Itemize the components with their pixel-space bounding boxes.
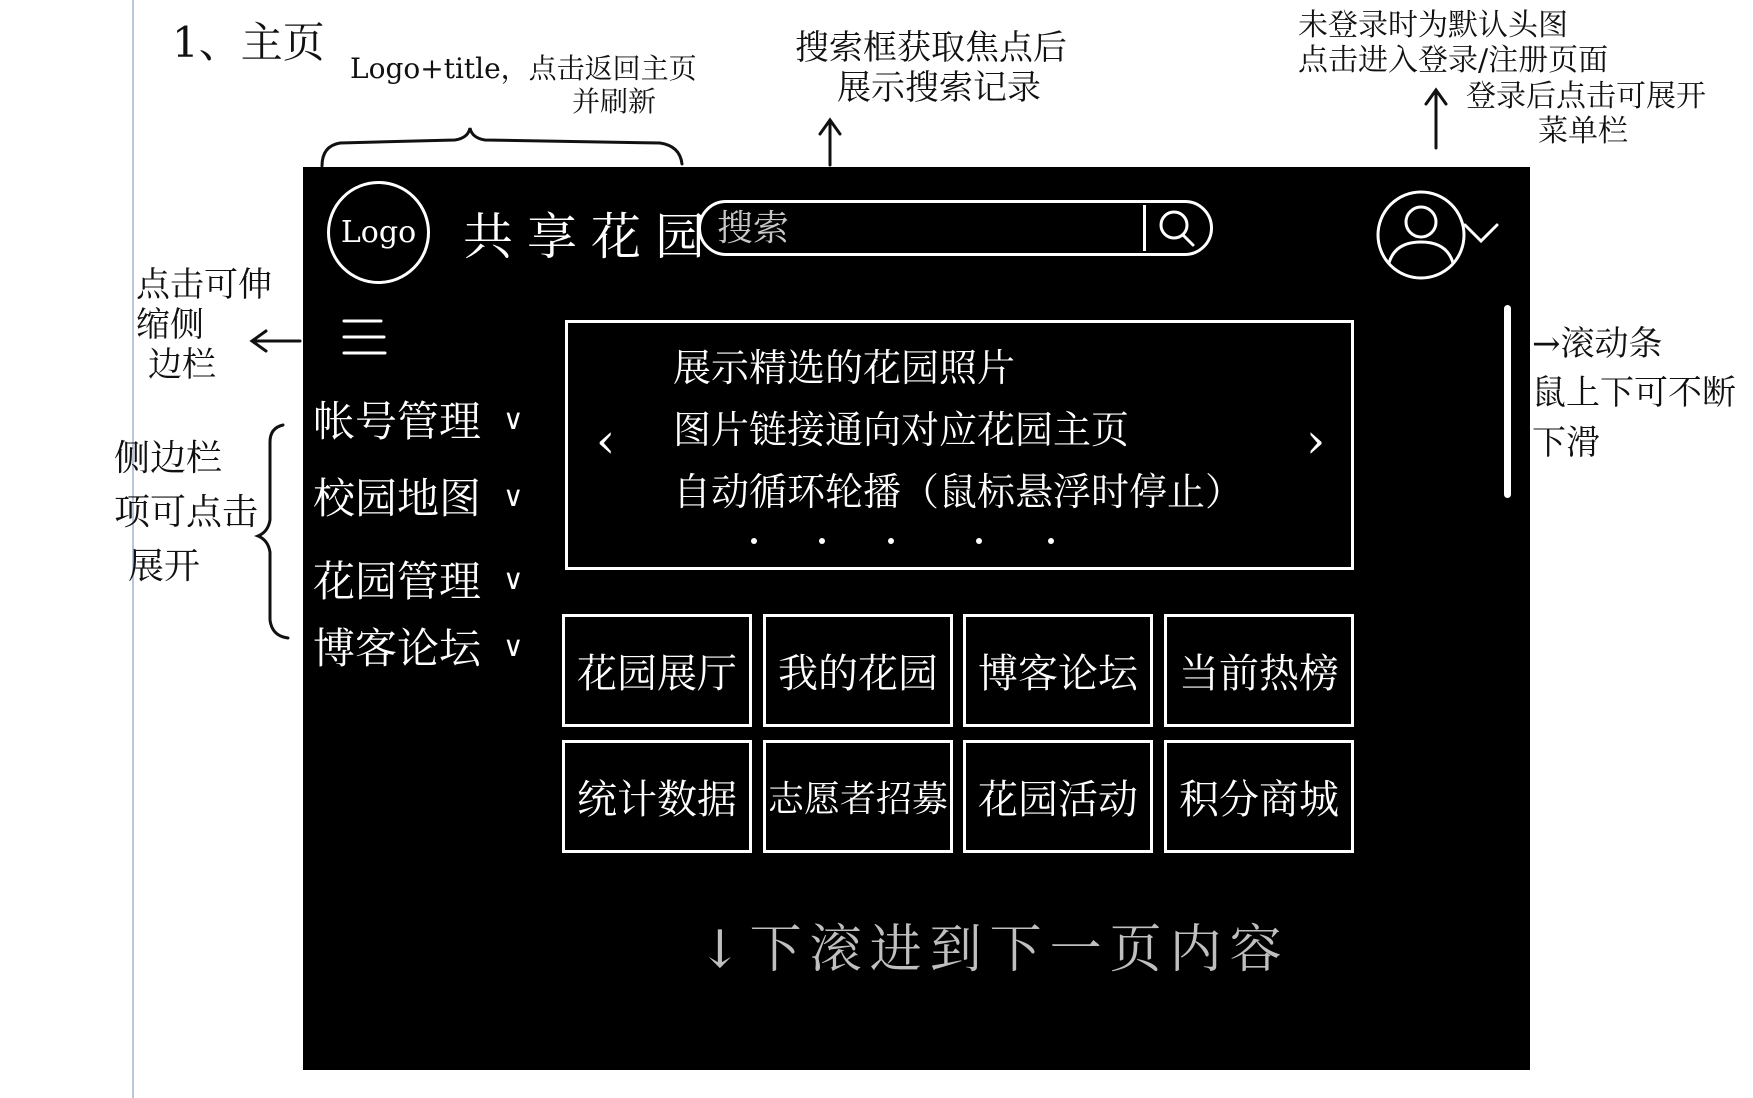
logo[interactable] xyxy=(327,181,430,284)
search-divider xyxy=(1143,205,1146,251)
chevron-down-icon[interactable] xyxy=(1455,205,1507,257)
hamburger-annotation-line1: 点击可伸 xyxy=(136,265,272,305)
sidebar-item-label: 帐号管理 xyxy=(313,397,482,446)
logo-title-annotation-line2: 并刷新 xyxy=(572,85,657,119)
sidebar-item-account[interactable] xyxy=(313,390,538,448)
sidebar-item-blog-forum[interactable] xyxy=(313,617,538,675)
logo-title-annotation xyxy=(350,52,697,118)
logo-title-annotation-line1: Logo+title，点击返回主页 xyxy=(350,52,697,85)
hamburger-annotation xyxy=(136,265,272,385)
avatar-annotation xyxy=(1298,8,1706,150)
carousel-prev-button[interactable]: ‹ xyxy=(596,413,616,469)
search-icon xyxy=(1149,205,1207,251)
logo-title-brace xyxy=(322,128,682,166)
carousel-caption-line: 图片链接通向对应花园主页 xyxy=(673,408,1130,452)
search-annotation-line1: 搜索框获取焦点后 xyxy=(795,28,1067,68)
chevron-down-icon: ∨ xyxy=(503,562,524,596)
search-button[interactable] xyxy=(1149,205,1207,251)
tile-trending[interactable]: 当前热榜 xyxy=(1164,614,1354,727)
tile-my-garden[interactable]: 我的花园 xyxy=(763,614,953,727)
sidebar-annotation-line3: 展开 xyxy=(128,546,201,587)
sidebar-annotation-line2: 项可点击 xyxy=(114,492,259,533)
hamburger-menu-icon[interactable] xyxy=(341,315,387,359)
carousel-caption-line: 展示精选的花园照片 xyxy=(673,346,1016,390)
scrollbar[interactable] xyxy=(1504,305,1511,498)
tile-garden-gallery[interactable]: 花园展厅 xyxy=(562,614,752,727)
site-title[interactable]: 共享花园 xyxy=(463,208,719,266)
avatar-annotation-line1: 未登录时为默认头图 xyxy=(1298,8,1568,43)
search-annotation-arrow xyxy=(820,120,840,165)
scrollbar-annotation xyxy=(1532,320,1736,468)
logo-label: Logo xyxy=(340,215,417,250)
sidebar-item-label: 博客论坛 xyxy=(313,624,482,673)
tile-garden-activities[interactable]: 花园活动 xyxy=(963,740,1153,853)
tile-statistics[interactable]: 统计数据 xyxy=(562,740,752,853)
scrollbar-annotation-line1: →滚动条 xyxy=(1532,324,1663,364)
sidebar-annotation xyxy=(114,432,258,594)
sidebar-annotation-brace xyxy=(258,425,288,638)
tile-points-mall[interactable]: 积分商城 xyxy=(1164,740,1354,853)
scrollbar-annotation-line3: 下滑 xyxy=(1532,422,1600,463)
carousel-next-button[interactable]: › xyxy=(1306,413,1326,469)
avatar-annotation-line4: 菜单栏 xyxy=(1538,114,1628,150)
search-bar xyxy=(698,200,1213,256)
avatar-annotation-line2: 点击进入登录/注册页面 xyxy=(1298,43,1609,79)
sidebar-item-label: 花园管理 xyxy=(313,557,482,606)
carousel-dot[interactable] xyxy=(976,538,982,544)
search-input[interactable] xyxy=(715,207,1135,249)
chevron-down-icon: ∨ xyxy=(503,479,524,513)
tile-blog-forum[interactable]: 博客论坛 xyxy=(963,614,1153,727)
scroll-down-hint: ↓下滚进到下一页内容 xyxy=(698,920,1290,980)
sidebar-item-label: 校园地图 xyxy=(313,474,482,523)
sidebar-item-garden-management[interactable] xyxy=(313,550,538,608)
page-heading: 1、主页 xyxy=(172,18,325,67)
carousel-dot[interactable] xyxy=(1048,538,1054,544)
carousel-dot[interactable] xyxy=(819,538,825,544)
search-annotation-line2: 展示搜索记录 xyxy=(837,68,1041,109)
homepage-wireframe xyxy=(303,167,1530,1070)
featured-carousel[interactable] xyxy=(565,320,1354,570)
carousel-dot[interactable] xyxy=(751,538,757,544)
carousel-caption-line: 自动循环轮播（鼠标悬浮时停止） xyxy=(673,470,1244,514)
search-annotation xyxy=(795,28,1067,108)
hamburger-annotation-line3: 边栏 xyxy=(148,345,216,386)
chevron-down-icon: ∨ xyxy=(503,402,524,436)
scrollbar-annotation-line2: 鼠上下可不断 xyxy=(1532,373,1736,414)
sidebar-annotation-line1: 侧边栏 xyxy=(114,438,223,479)
sidebar-item-campus-map[interactable] xyxy=(313,467,538,525)
chevron-down-icon: ∨ xyxy=(503,629,524,663)
carousel-dot[interactable] xyxy=(888,538,894,544)
hamburger-annotation-line2: 缩侧 xyxy=(136,305,204,346)
tile-volunteer-recruitment[interactable]: 志愿者招募 xyxy=(763,740,953,853)
avatar-annotation-line3: 登录后点击可展开 xyxy=(1466,78,1706,114)
